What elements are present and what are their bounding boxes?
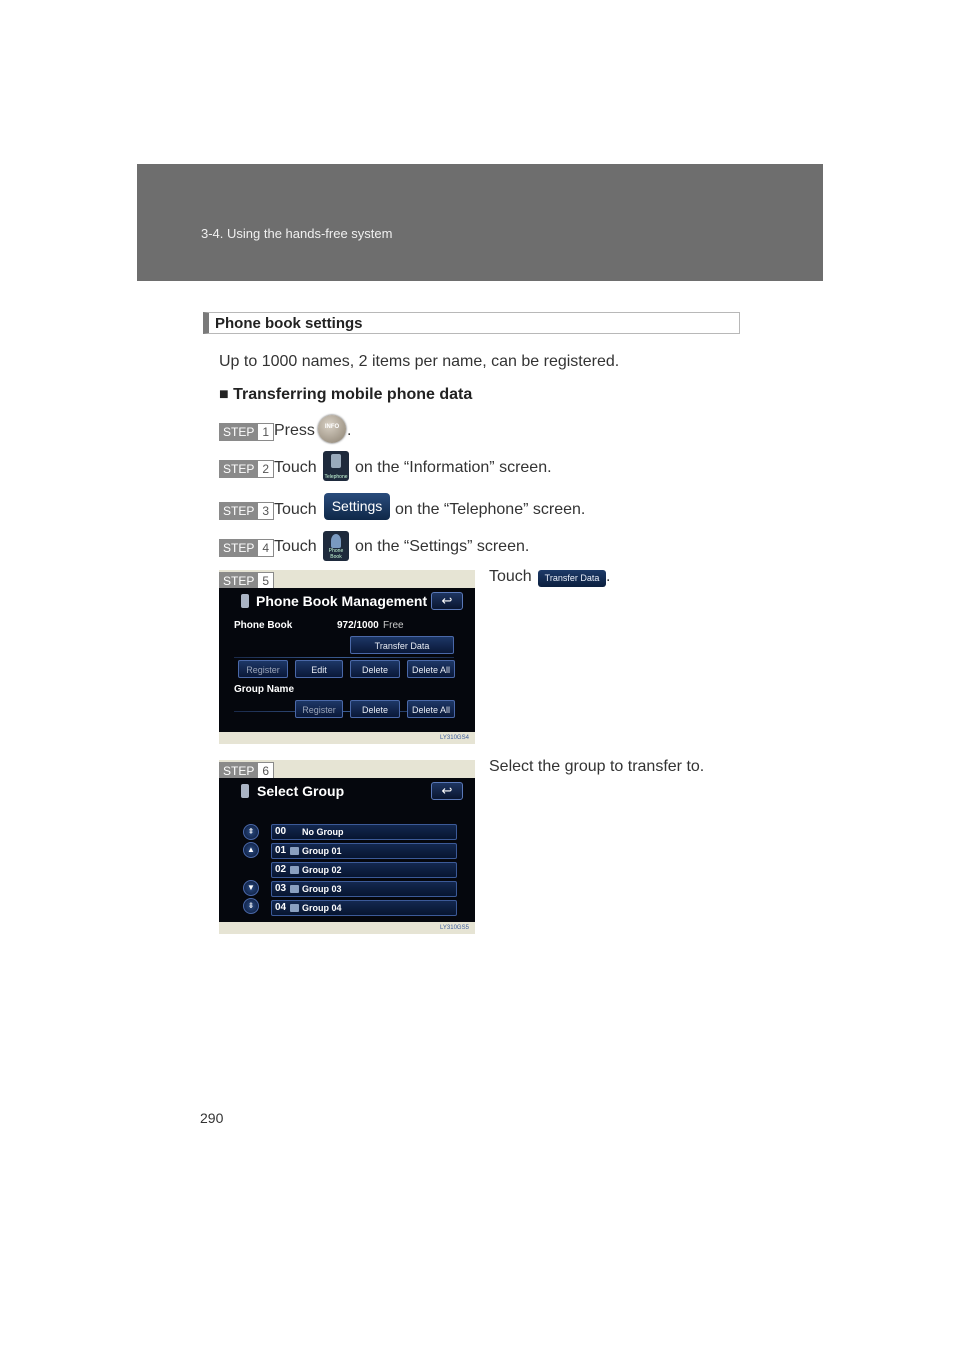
- group-icon: [290, 866, 299, 874]
- group-register-button[interactable]: Register: [295, 700, 343, 718]
- chapter-title: 3-4. Using the hands-free system: [201, 226, 393, 241]
- divider: [234, 657, 454, 658]
- telephone-icon: Telephone: [323, 451, 349, 481]
- back-button[interactable]: ↩: [431, 782, 463, 800]
- figure-code: LY310GS5: [440, 925, 469, 931]
- step-badge-5: STEP 5: [219, 572, 274, 590]
- group-row-00[interactable]: 00 No Group: [271, 824, 457, 840]
- step6-text: Select the group to transfer to.: [489, 758, 705, 775]
- group-row-04[interactable]: 04 Group 04: [271, 900, 457, 916]
- subheading: ■ Transferring mobile phone data: [219, 386, 473, 403]
- step1-verb: Press: [274, 422, 315, 439]
- delete-button[interactable]: Delete: [350, 660, 400, 678]
- scroll-up-button[interactable]: ▲: [243, 842, 259, 858]
- chapter-header: [137, 164, 823, 281]
- group-icon: [290, 904, 299, 912]
- step5-figure: [219, 570, 475, 744]
- step6-figure: [219, 760, 475, 934]
- phone-book-count: 972/1000: [337, 620, 379, 631]
- phone-book-management-screen: [219, 588, 475, 732]
- settings-button-icon: Settings: [324, 493, 390, 520]
- group-row-02[interactable]: 02 Group 02: [271, 862, 457, 878]
- phone-icon: [241, 784, 249, 798]
- screen-title: Phone Book Management: [256, 593, 428, 609]
- step-badge-3: STEP 3: [219, 502, 274, 520]
- group-row-01[interactable]: 01 Group 01: [271, 843, 457, 859]
- step5-verb: Touch: [489, 568, 532, 585]
- register-button[interactable]: Register: [238, 660, 288, 678]
- step-badge-6: STEP 6: [219, 762, 274, 780]
- group-icon: [290, 885, 299, 893]
- page-down-button[interactable]: ⇟: [243, 898, 259, 914]
- step-badge-4: STEP 4: [219, 539, 274, 557]
- transfer-data-button[interactable]: Transfer Data: [350, 636, 454, 654]
- step2-verb: Touch: [274, 459, 317, 476]
- step-badge-1: STEP 1: [219, 423, 274, 441]
- figure-code: LY310GS4: [440, 735, 469, 741]
- step3-verb: Touch: [274, 501, 317, 518]
- step3-after: on the “Telephone” screen.: [395, 501, 586, 518]
- section-title: Phone book settings: [215, 315, 363, 332]
- phone-book-icon: Phone Book: [323, 531, 349, 561]
- step5-after: .: [606, 568, 611, 585]
- free-label: Free: [383, 620, 404, 631]
- transfer-data-button-icon: Transfer Data: [538, 570, 606, 587]
- intro-text: Up to 1000 names, 2 items per name, can be registered.: [219, 353, 620, 370]
- page-up-button[interactable]: ⇞: [243, 824, 259, 840]
- group-delete-button[interactable]: Delete: [350, 700, 400, 718]
- phone-book-label: Phone Book: [234, 620, 293, 631]
- group-row-03[interactable]: 03 Group 03: [271, 881, 457, 897]
- step4-after: on the “Settings” screen.: [355, 538, 530, 555]
- step1-after: .: [347, 422, 352, 439]
- step-badge-2: STEP 2: [219, 460, 274, 478]
- select-group-screen: [219, 778, 475, 922]
- delete-all-button[interactable]: Delete All: [407, 660, 455, 678]
- group-name-label: Group Name: [234, 684, 295, 695]
- info-button-icon: INFO: [318, 415, 346, 443]
- section-title-bar: [203, 312, 740, 334]
- group-icon: [290, 847, 299, 855]
- back-button[interactable]: ↩: [431, 592, 463, 610]
- page-number: 290: [200, 1110, 224, 1126]
- step2-after: on the “Information” screen.: [355, 459, 552, 476]
- phone-icon: [241, 594, 249, 608]
- step4-verb: Touch: [274, 538, 317, 555]
- scroll-down-button[interactable]: ▼: [243, 880, 259, 896]
- edit-button[interactable]: Edit: [295, 660, 343, 678]
- group-delete-all-button[interactable]: Delete All: [407, 700, 455, 718]
- screen-title: Select Group: [257, 783, 345, 799]
